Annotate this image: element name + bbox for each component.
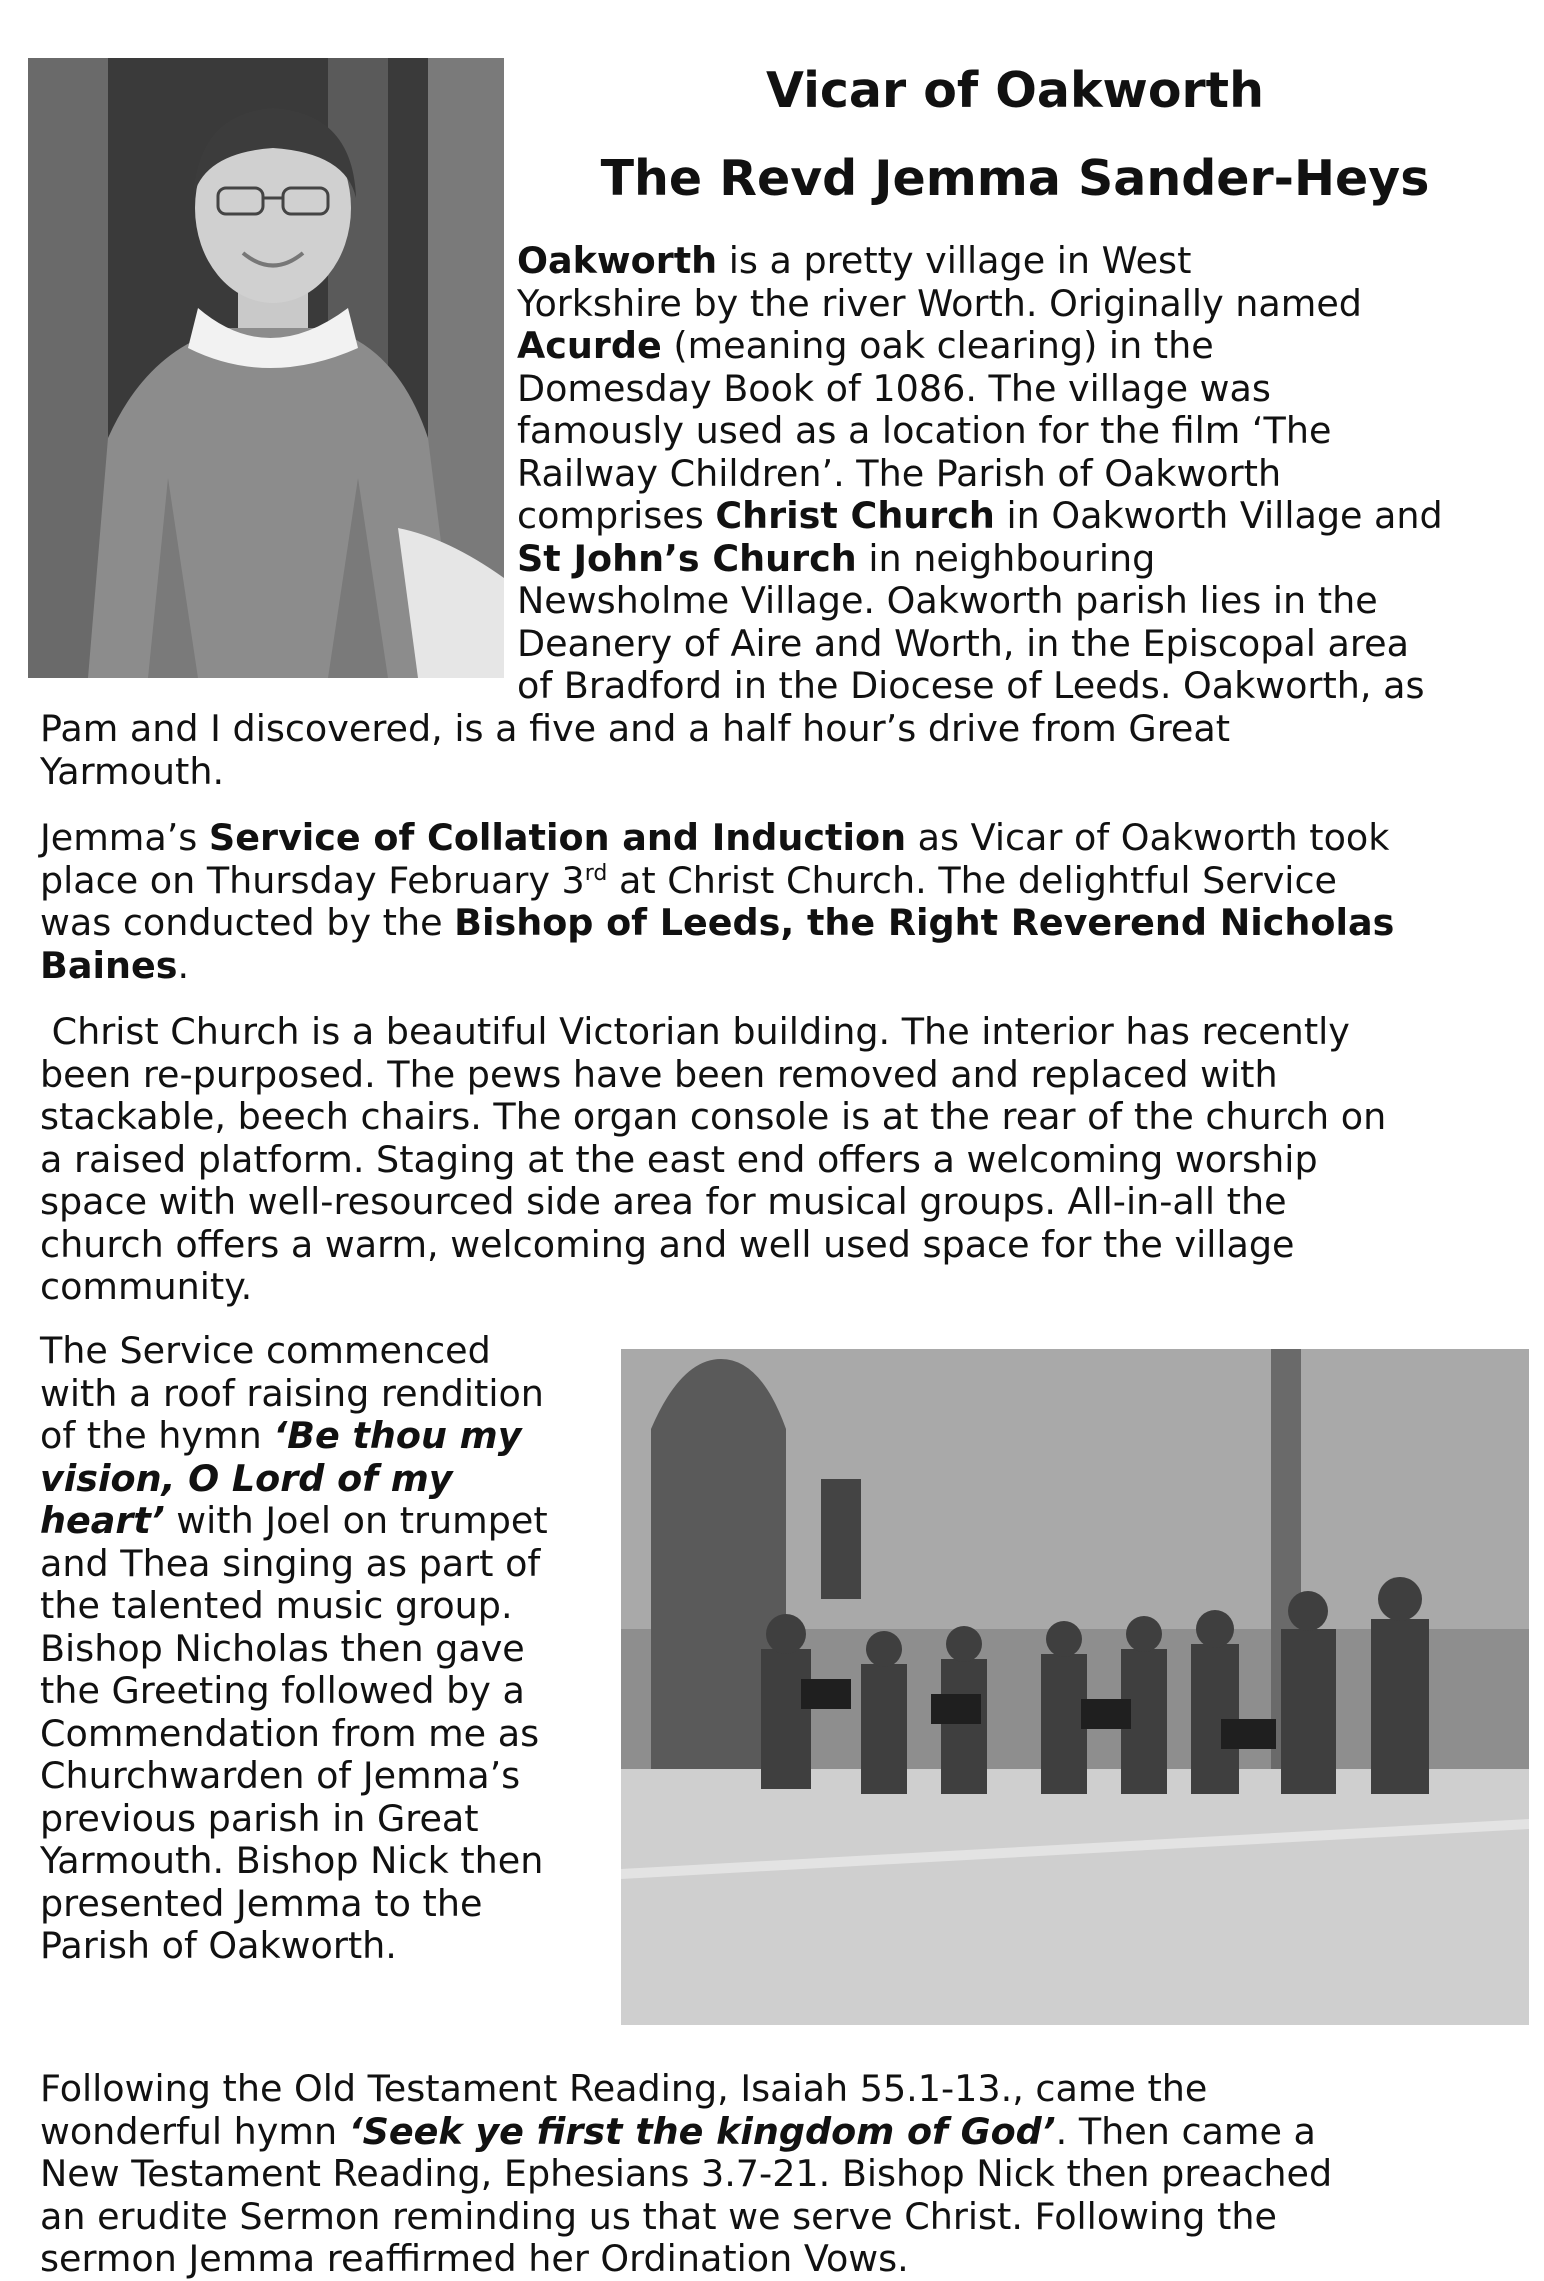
page-title: Vicar of Oakworth: [766, 62, 1264, 119]
music-paragraph: [40, 1330, 612, 1968]
church-line: a raised platform. Staging at the east end offers a welcoming worship: [40, 1137, 1318, 1181]
intro-paragraph: [517, 240, 1517, 708]
music-line: of the hymn ‘Be thou my: [40, 1414, 522, 1457]
intro-line: Oakworth is a pretty village in West: [517, 239, 1192, 282]
band-photo-illustration: [621, 1349, 1529, 2025]
service-line: Baines.: [40, 943, 190, 987]
intro-line: famously used as a location for the film ‘The: [517, 409, 1332, 452]
intro-paragraph-continued: [40, 708, 1520, 793]
church-line: community.: [40, 1265, 253, 1308]
music-line: Parish of Oakworth.: [40, 1924, 397, 1967]
music-line: Bishop Nicholas then gave: [40, 1626, 525, 1670]
service-paragraph: [40, 817, 1520, 987]
photo-of-vicar: [28, 58, 504, 678]
music-line: previous parish in Great: [40, 1796, 479, 1840]
service-line: was conducted by the Bishop of Leeds, the Right Reverend Nicholas: [40, 901, 1395, 944]
vicar-photo-illustration: [28, 58, 504, 678]
page-subtitle: The Revd Jemma Sander-Heys: [600, 150, 1430, 207]
church-line: Christ Church is a beautiful Victorian building. The interior has recently: [40, 1010, 1350, 1053]
music-line: and Thea singing as part of: [40, 1541, 541, 1585]
readings-line: New Testament Reading, Ephesians 3.7-21. Bishop Nick then preached: [40, 2152, 1333, 2195]
intro-line: Newsholme Village. Oakworth parish lies in the: [517, 579, 1378, 622]
intro-line: Yarmouth.: [40, 749, 225, 793]
music-line: the talented music group.: [40, 1584, 513, 1627]
intro-line: of Bradford in the Diocese of Leeds. Oakworth, as: [517, 664, 1425, 707]
music-line: Yarmouth. Bishop Nick then: [40, 1839, 544, 1882]
service-line: Jemma’s Service of Collation and Induction as Vicar of Oakworth took: [40, 816, 1390, 859]
readings-paragraph: [40, 2068, 1520, 2281]
readings-line: sermon Jemma reaffirmed her Ordination Vows.: [40, 2237, 909, 2280]
service-line: place on Thursday February 3rd at Christ Church. The delightful Service: [40, 858, 1337, 902]
church-line: stackable, beech chairs. The organ console is at the rear of the church on: [40, 1095, 1387, 1138]
intro-line: Railway Children’. The Parish of Oakworth: [517, 451, 1282, 495]
intro-line: Yorkshire by the river Worth. Originally named: [517, 281, 1362, 325]
readings-line: an erudite Sermon reminding us that we serve Christ. Following the: [40, 2194, 1277, 2238]
church-line: space with well-resourced side area for musical groups. All-in-all the: [40, 1180, 1287, 1223]
church-line: church offers a warm, welcoming and well used space for the village: [40, 1222, 1295, 1266]
intro-line: comprises Christ Church in Oakworth Village and: [517, 494, 1443, 537]
music-line: vision, O Lord of my: [40, 1456, 453, 1500]
readings-line: Following the Old Testament Reading, Isaiah 55.1-13., came the: [40, 2067, 1208, 2110]
music-line: heart’ with Joel on trumpet: [40, 1499, 548, 1542]
music-line: presented Jemma to the: [40, 1881, 483, 1925]
intro-line: Domesday Book of 1086. The village was: [517, 366, 1271, 410]
intro-line: Acurde (meaning oak clearing) in the: [517, 324, 1214, 367]
church-line: been re-purposed. The pews have been removed and replaced with: [40, 1052, 1278, 1096]
readings-line: wonderful hymn ‘Seek ye first the kingdom of God’. Then came a: [40, 2109, 1316, 2153]
intro-line: St John’s Church in neighbouring: [517, 536, 1156, 580]
music-line: Churchwarden of Jemma’s: [40, 1754, 521, 1797]
intro-line: Pam and I discovered, is a five and a half hour’s drive from Great: [40, 707, 1231, 750]
music-line: the Greeting followed by a: [40, 1669, 525, 1712]
music-line: Commendation from me as: [40, 1711, 540, 1755]
photo-of-music-group: [621, 1349, 1529, 2025]
intro-line: Deanery of Aire and Worth, in the Episcopal area: [517, 621, 1409, 665]
church-paragraph: [40, 1011, 1520, 1309]
music-line: The Service commenced: [40, 1329, 491, 1372]
music-line: with a roof raising rendition: [40, 1371, 544, 1415]
